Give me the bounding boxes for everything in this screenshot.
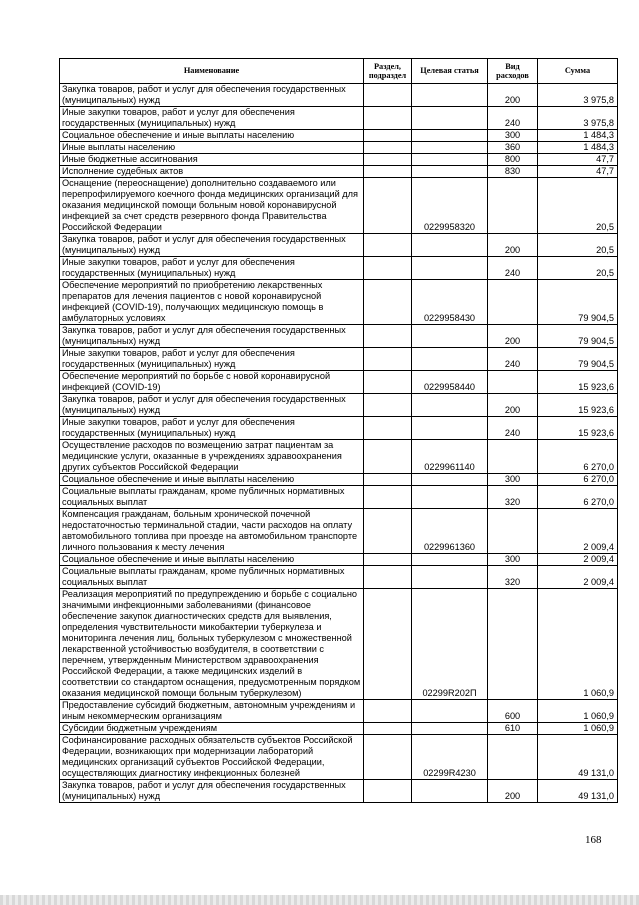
table-cell-name: Иные закупки товаров, работ и услуг для обеспечения государственных (муниципальных) нужд (60, 348, 364, 371)
table-cell-type: 300 (488, 474, 538, 486)
table-cell-sum: 79 904,5 (538, 325, 618, 348)
table-cell-article (412, 107, 488, 130)
table-row (60, 142, 618, 154)
header-article: Целевая статья (412, 59, 488, 84)
table-cell-name: Закупка товаров, работ и услуг для обеспечения государственных (муниципальных) нужд (60, 394, 364, 417)
table-cell-article (412, 84, 488, 107)
table-cell-article: 0229958320 (412, 178, 488, 234)
table-cell-section (364, 348, 412, 371)
table-cell-sum: 1 484,3 (538, 130, 618, 142)
table-row (60, 107, 618, 130)
table-cell-type (488, 371, 538, 394)
table-cell-article (412, 154, 488, 166)
table-row (60, 417, 618, 440)
page-number: 168 (585, 834, 602, 846)
table-cell-sum: 3 975,8 (538, 107, 618, 130)
table-row (60, 371, 618, 394)
table-cell-name: Субсидии бюджетным учреждениям (60, 723, 364, 735)
table-cell-name: Иные закупки товаров, работ и услуг для обеспечения государственных (муниципальных) нужд (60, 107, 364, 130)
table-row (60, 700, 618, 723)
table-cell-article (412, 554, 488, 566)
table-cell-sum: 79 904,5 (538, 348, 618, 371)
table-cell-article (412, 348, 488, 371)
table-cell-name: Социальные выплаты гражданам, кроме публичных нормативных социальных выплат (60, 486, 364, 509)
table-cell-sum: 6 270,0 (538, 486, 618, 509)
table-row (60, 440, 618, 474)
table-cell-name: Компенсация гражданам, больным хронической почечной недостаточностью терминальной стадии, части расходов на оплату автомобильного топлива при проезде на автомобильном транспорте личного пользования к месту лечения (60, 509, 364, 554)
header-section: Раздел, подраздел (364, 59, 412, 84)
table-row (60, 178, 618, 234)
table-cell-name: Иные закупки товаров, работ и услуг для обеспечения государственных (муниципальных) нужд (60, 257, 364, 280)
table-row (60, 234, 618, 257)
budget-table-sheet (59, 58, 617, 803)
table-cell-sum: 1 060,9 (538, 700, 618, 723)
header-name: Наименование (60, 59, 364, 84)
table-cell-sum: 20,5 (538, 234, 618, 257)
table-cell-type: 240 (488, 348, 538, 371)
table-cell-article: 0229958440 (412, 371, 488, 394)
table-cell-type: 200 (488, 234, 538, 257)
table-cell-section (364, 700, 412, 723)
table-cell-name: Закупка товаров, работ и услуг для обеспечения государственных (муниципальных) нужд (60, 780, 364, 803)
table-cell-name: Иные бюджетные ассигнования (60, 154, 364, 166)
table-cell-sum: 47,7 (538, 154, 618, 166)
table-cell-section (364, 178, 412, 234)
header-expense-type: Вид расходов (488, 59, 538, 84)
table-cell-section (364, 130, 412, 142)
table-cell-type (488, 440, 538, 474)
table-cell-sum: 1 060,9 (538, 723, 618, 735)
table-row (60, 554, 618, 566)
table-cell-type (488, 178, 538, 234)
table-body (60, 84, 618, 803)
table-cell-type: 600 (488, 700, 538, 723)
table-cell-sum: 3 975,8 (538, 84, 618, 107)
table-cell-sum: 79 904,5 (538, 280, 618, 325)
table-cell-name: Софинансирование расходных обязательств субъектов Российской Федерации, возникающих при модернизации лабораторий медицинских организаций субъектов Российской Федерации, осуществляющих диагностику инфекционных болезней (60, 735, 364, 780)
table-cell-article (412, 486, 488, 509)
table-cell-sum: 15 923,6 (538, 417, 618, 440)
table-cell-article (412, 780, 488, 803)
table-cell-section (364, 84, 412, 107)
table-cell-type: 200 (488, 780, 538, 803)
table-row (60, 348, 618, 371)
table-cell-type: 320 (488, 566, 538, 589)
table-cell-type: 830 (488, 166, 538, 178)
table-cell-section (364, 154, 412, 166)
table-cell-sum: 2 009,4 (538, 509, 618, 554)
table-cell-section (364, 554, 412, 566)
table-cell-name: Обеспечение мероприятий по борьбе с новой коронавирусной инфекцией (COVID-19) (60, 371, 364, 394)
table-row (60, 257, 618, 280)
table-cell-name: Иные закупки товаров, работ и услуг для обеспечения государственных (муниципальных) нужд (60, 417, 364, 440)
table-cell-name: Реализация мероприятий по предупреждению и борьбе с социально значимыми инфекционными заболеваниями (финансовое обеспечение закупок диагностических средств для выявления, определения чувствительности микобактерии туберкулеза и мониторинга лечения лиц, больных туберкулезом с множественной лекарственной устойчивостью возбудителя, в соответствии с перечнем, утвержденным Министерством здравоохранения Российской Федерации, а также медицинских изделий в соответствии со стандартом оснащения, предусмотренным порядком оказания медицинской помощи больным туберкулезом) (60, 589, 364, 700)
table-cell-section (364, 417, 412, 440)
table-cell-article (412, 566, 488, 589)
table-cell-section (364, 371, 412, 394)
table-cell-sum: 2 009,4 (538, 554, 618, 566)
table-cell-name: Социальные выплаты гражданам, кроме публичных нормативных социальных выплат (60, 566, 364, 589)
table-cell-section (364, 474, 412, 486)
table-cell-sum: 20,5 (538, 178, 618, 234)
table-cell-type: 300 (488, 554, 538, 566)
table-cell-section (364, 735, 412, 780)
header-sum: Сумма (538, 59, 618, 84)
table-cell-article: 0229961360 (412, 509, 488, 554)
table-cell-article (412, 700, 488, 723)
table-cell-section (364, 166, 412, 178)
table-cell-article (412, 130, 488, 142)
table-cell-sum: 20,5 (538, 257, 618, 280)
table-cell-sum: 1 060,9 (538, 589, 618, 700)
table-row (60, 130, 618, 142)
table-cell-section (364, 589, 412, 700)
table-cell-name: Предоставление субсидий бюджетным, автономным учреждениям и иным некоммерческим организациям (60, 700, 364, 723)
table-row (60, 780, 618, 803)
table-cell-article: 0229958430 (412, 280, 488, 325)
table-cell-section (364, 723, 412, 735)
table-row (60, 154, 618, 166)
table-cell-name: Иные выплаты населению (60, 142, 364, 154)
table-cell-type (488, 509, 538, 554)
table-cell-sum: 6 270,0 (538, 474, 618, 486)
table-cell-type: 200 (488, 394, 538, 417)
table-cell-type (488, 735, 538, 780)
table-row (60, 166, 618, 178)
table-cell-sum: 1 484,3 (538, 142, 618, 154)
table-row (60, 280, 618, 325)
table-cell-section (364, 234, 412, 257)
table-cell-type: 360 (488, 142, 538, 154)
table-cell-sum: 15 923,6 (538, 371, 618, 394)
table-cell-name: Социальное обеспечение и иные выплаты населению (60, 554, 364, 566)
table-cell-article (412, 166, 488, 178)
table-cell-name: Оснащение (переоснащение) дополнительно создаваемого или перепрофилируемого коечного фонда медицинских организаций для оказания медицинской помощи больным новой коронавирусной инфекцией за счет средств резервного фонда Правительства Российской Федерации (60, 178, 364, 234)
table-cell-name: Исполнение судебных актов (60, 166, 364, 178)
table-row (60, 486, 618, 509)
table-row (60, 84, 618, 107)
table-cell-name: Закупка товаров, работ и услуг для обеспечения государственных (муниципальных) нужд (60, 325, 364, 348)
budget-table (59, 58, 618, 803)
table-cell-name: Социальное обеспечение и иные выплаты населению (60, 130, 364, 142)
table-cell-name: Социальное обеспечение и иные выплаты населению (60, 474, 364, 486)
table-cell-section (364, 257, 412, 280)
table-cell-name: Закупка товаров, работ и услуг для обеспечения государственных (муниципальных) нужд (60, 234, 364, 257)
table-cell-name: Обеспечение мероприятий по приобретению лекарственных препаратов для лечения пациентов с новой коронавирусной инфекцией (COVID-19), получающих медицинскую помощь в амбулаторных условиях (60, 280, 364, 325)
table-cell-sum: 49 131,0 (538, 780, 618, 803)
table-row (60, 566, 618, 589)
table-cell-section (364, 566, 412, 589)
table-cell-type: 240 (488, 107, 538, 130)
table-cell-name: Закупка товаров, работ и услуг для обеспечения государственных (муниципальных) нужд (60, 84, 364, 107)
table-cell-type: 800 (488, 154, 538, 166)
table-cell-article (412, 417, 488, 440)
table-cell-section (364, 486, 412, 509)
table-row (60, 394, 618, 417)
table-cell-type: 200 (488, 325, 538, 348)
table-cell-sum: 6 270,0 (538, 440, 618, 474)
table-cell-type (488, 280, 538, 325)
table-cell-sum: 47,7 (538, 166, 618, 178)
table-row (60, 509, 618, 554)
table-cell-section (364, 142, 412, 154)
table-cell-type: 240 (488, 257, 538, 280)
table-cell-article (412, 142, 488, 154)
table-cell-name: Осуществление расходов по возмещению затрат пациентам за медицинские услуги, оказанные в учреждениях здравоохранения других субъектов Российской Федерации (60, 440, 364, 474)
table-cell-article (412, 394, 488, 417)
table-cell-sum: 49 131,0 (538, 735, 618, 780)
table-cell-article (412, 723, 488, 735)
table-cell-article (412, 474, 488, 486)
table-cell-sum: 2 009,4 (538, 566, 618, 589)
table-row (60, 474, 618, 486)
table-row (60, 735, 618, 780)
table-row (60, 723, 618, 735)
table-cell-article: 02299R4230 (412, 735, 488, 780)
table-cell-section (364, 325, 412, 348)
table-cell-type: 300 (488, 130, 538, 142)
table-cell-type: 610 (488, 723, 538, 735)
table-row (60, 589, 618, 700)
table-cell-section (364, 394, 412, 417)
table-cell-type: 240 (488, 417, 538, 440)
table-cell-section (364, 280, 412, 325)
table-cell-section (364, 440, 412, 474)
table-cell-article (412, 234, 488, 257)
table-cell-article (412, 325, 488, 348)
table-cell-section (364, 780, 412, 803)
table-cell-type: 200 (488, 84, 538, 107)
table-cell-sum: 15 923,6 (538, 394, 618, 417)
table-header-row (60, 59, 618, 84)
table-cell-article (412, 257, 488, 280)
table-row (60, 325, 618, 348)
table-cell-section (364, 509, 412, 554)
table-cell-section (364, 107, 412, 130)
table-cell-type: 320 (488, 486, 538, 509)
table-cell-article: 02299R202П (412, 589, 488, 700)
table-cell-type (488, 589, 538, 700)
scan-bottom-edge (0, 895, 639, 905)
table-cell-article: 0229961140 (412, 440, 488, 474)
